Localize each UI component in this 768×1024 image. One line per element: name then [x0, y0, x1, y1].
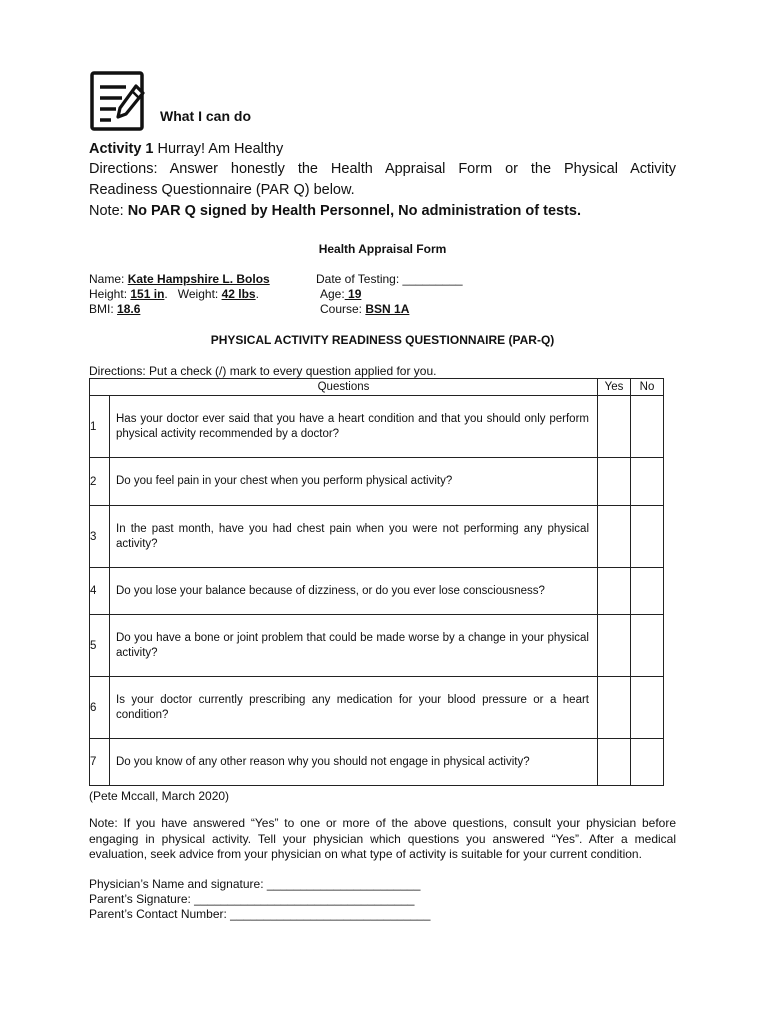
question-text: Do you have a bone or joint problem that could be made worse by a change in your physical activity?: [110, 615, 598, 677]
bmi-value: 18.6: [117, 302, 141, 316]
bmi-label: BMI:: [89, 302, 114, 316]
directions-line-1: [89, 159, 676, 179]
column-header-no: No: [631, 379, 664, 396]
question-number: 6: [90, 677, 110, 739]
age-label: Age:: [320, 287, 345, 301]
table-row: [90, 568, 664, 615]
yes-checkbox-cell[interactable]: [598, 506, 631, 568]
yes-checkbox-cell[interactable]: [598, 677, 631, 739]
date-label: Date of Testing:: [316, 272, 400, 286]
name-field: [89, 272, 270, 287]
citation: (Pete Mccall, March 2020): [89, 789, 230, 803]
question-number: 2: [90, 458, 110, 506]
directions-text: Answer honestly the Health Appraisal Form or the Physical Activity: [169, 161, 676, 177]
note-text: No PAR Q signed by Health Personnel, No administration of tests.: [127, 203, 582, 219]
course-field: [320, 302, 409, 317]
question-number: 7: [90, 739, 110, 786]
question-number: 3: [90, 506, 110, 568]
weight-value: 42 lbs: [221, 287, 256, 301]
height-value: 151 in: [130, 287, 165, 301]
table-row: [90, 615, 664, 677]
activity-heading: [89, 139, 283, 159]
question-number: 4: [90, 568, 110, 615]
table-row: [90, 739, 664, 786]
note-label: Note:: [89, 203, 124, 219]
column-header-questions: Questions: [90, 379, 598, 396]
question-text: Do you feel pain in your chest when you perform physical activity?: [110, 458, 598, 506]
parent-contact-field[interactable]: Parent’s Contact Number: ______________________________: [89, 907, 431, 921]
notepad-pencil-icon: [89, 70, 145, 132]
column-header-yes: Yes: [598, 379, 631, 396]
yes-checkbox-cell[interactable]: [598, 615, 631, 677]
age-field: [320, 287, 361, 302]
table-row: [90, 396, 664, 458]
yes-checkbox-cell[interactable]: [598, 458, 631, 506]
no-checkbox-cell[interactable]: [631, 677, 664, 739]
name-label: Name:: [89, 272, 125, 286]
parq-directions: Directions: Put a check (/) mark to every question applied for you.: [89, 364, 437, 378]
physician-note-text: Note: If you have answered “Yes” to one or more of the above questions, consult your physician before engaging in physical activity. Tell your physician which questions you answered “Yes”. After a medical evaluation, seek advice from your physician on what type of activity is suitable for your current condition.: [89, 816, 676, 861]
question-text: Do you lose your balance because of dizziness, or do you ever lose consciousness?: [110, 568, 598, 615]
name-value: Kate Hampshire L. Bolos: [127, 272, 270, 286]
question-text: In the past month, have you had chest pain when you were not performing any physical activity?: [110, 506, 598, 568]
height-label: Height:: [89, 287, 128, 301]
parq-title: PHYSICAL ACTIVITY READINESS QUESTIONNAIRE (PAR-Q): [210, 333, 555, 347]
question-number: 1: [90, 396, 110, 458]
question-text: Do you know of any other reason why you should not engage in physical activity?: [110, 739, 598, 786]
course-label: Course:: [320, 302, 363, 316]
signature-block: [89, 877, 430, 922]
form-title: Health Appraisal Form: [318, 242, 447, 256]
parent-signature-field[interactable]: Parent’s Signature: _________________________________: [89, 892, 415, 906]
table-row: [90, 677, 664, 739]
weight-label: Weight:: [177, 287, 219, 301]
date-value: _________: [402, 272, 463, 286]
no-checkbox-cell[interactable]: [631, 458, 664, 506]
no-checkbox-cell[interactable]: [631, 739, 664, 786]
table-row: [90, 458, 664, 506]
yes-checkbox-cell[interactable]: [598, 396, 631, 458]
activity-title: Hurray! Am Healthy: [157, 141, 284, 157]
section-title: What I can do: [160, 108, 251, 124]
question-number: 5: [90, 615, 110, 677]
directions-line-2: Readiness Questionnaire (PAR Q) below.: [89, 182, 355, 198]
activity-note: [89, 201, 581, 221]
yes-checkbox-cell[interactable]: [598, 568, 631, 615]
height-weight-field: Height: 151 in. Weight: 42 lbs.: [89, 287, 259, 301]
physician-note: [89, 816, 676, 863]
no-checkbox-cell[interactable]: [631, 568, 664, 615]
age-value: 19: [344, 287, 362, 301]
activity-label: Activity 1: [89, 141, 154, 157]
no-checkbox-cell[interactable]: [631, 615, 664, 677]
no-checkbox-cell[interactable]: [631, 506, 664, 568]
parq-table: [89, 378, 664, 786]
table-row: [90, 506, 664, 568]
no-checkbox-cell[interactable]: [631, 396, 664, 458]
table-header-row: [90, 379, 664, 396]
physician-signature-field[interactable]: Physician’s Name and signature: _______________________: [89, 877, 421, 891]
question-text: Is your doctor currently prescribing any medication for your blood pressure or a heart condition?: [110, 677, 598, 739]
bmi-field: [89, 302, 140, 317]
yes-checkbox-cell[interactable]: [598, 739, 631, 786]
date-field: [316, 272, 463, 287]
course-value: BSN 1A: [365, 302, 410, 316]
question-text: Has your doctor ever said that you have a heart condition and that you should only perform physical activity recommended by a doctor?: [110, 396, 598, 458]
directions-label: Directions:: [89, 161, 158, 177]
